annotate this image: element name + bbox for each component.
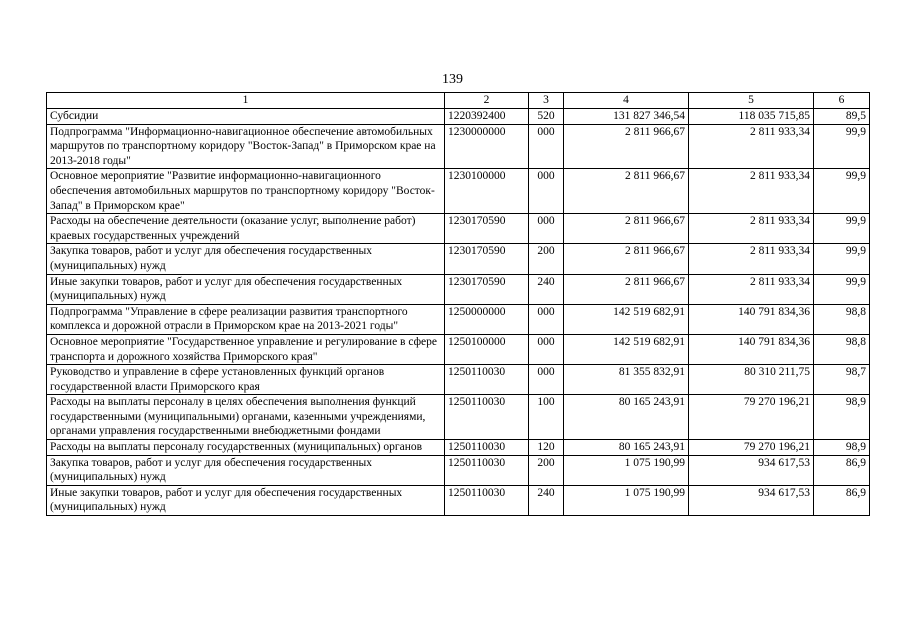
row-name: Закупка товаров, работ и услуг для обеспечения государственных (муниципальных) нужд xyxy=(47,455,445,485)
row-planned: 1 075 190,99 xyxy=(564,455,689,485)
row-code: 1250110030 xyxy=(445,485,529,515)
row-percent: 99,9 xyxy=(814,244,870,274)
row-code: 1250110030 xyxy=(445,440,529,456)
row-name: Основное мероприятие "Государственное управление и регулирование в сфере транспорта и дорожного хозяйства Приморского края" xyxy=(47,334,445,364)
row-planned: 81 355 832,91 xyxy=(564,365,689,395)
row-percent: 86,9 xyxy=(814,485,870,515)
row-name: Иные закупки товаров, работ и услуг для обеспечения государственных (муниципальных) нужд xyxy=(47,274,445,304)
table-row xyxy=(47,365,870,395)
row-expense-type: 240 xyxy=(529,274,564,304)
row-percent: 86,9 xyxy=(814,455,870,485)
row-actual: 934 617,53 xyxy=(689,485,814,515)
table-row xyxy=(47,304,870,334)
row-expense-type: 200 xyxy=(529,244,564,274)
row-planned: 2 811 966,67 xyxy=(564,124,689,169)
header-col-1: 1 xyxy=(47,93,445,109)
table-row xyxy=(47,395,870,440)
row-planned: 2 811 966,67 xyxy=(564,244,689,274)
table-row xyxy=(47,485,870,515)
row-name: Основное мероприятие "Развитие информационно-навигационного обеспечения автомобильных маршрутов по транспортному коридору "Восток-Запад" в Приморском крае" xyxy=(47,169,445,214)
budget-table xyxy=(46,92,870,516)
row-percent: 99,9 xyxy=(814,274,870,304)
row-actual: 140 791 834,36 xyxy=(689,334,814,364)
row-expense-type: 120 xyxy=(529,440,564,456)
row-planned: 2 811 966,67 xyxy=(564,214,689,244)
row-planned: 1 075 190,99 xyxy=(564,485,689,515)
row-actual: 140 791 834,36 xyxy=(689,304,814,334)
row-planned: 131 827 346,54 xyxy=(564,109,689,125)
header-col-2: 2 xyxy=(445,93,529,109)
row-expense-type: 000 xyxy=(529,214,564,244)
row-expense-type: 240 xyxy=(529,485,564,515)
row-actual: 2 811 933,34 xyxy=(689,214,814,244)
row-code: 1230170590 xyxy=(445,244,529,274)
row-expense-type: 520 xyxy=(529,109,564,125)
row-code: 1220392400 xyxy=(445,109,529,125)
row-expense-type: 000 xyxy=(529,334,564,364)
header-col-6: 6 xyxy=(814,93,870,109)
row-actual: 2 811 933,34 xyxy=(689,169,814,214)
row-name: Расходы на выплаты персоналу в целях обеспечения выполнения функций государственными (муниципальными) органами, казенными учреждениями, органами управления государственными внебюджетными фондами xyxy=(47,395,445,440)
row-expense-type: 000 xyxy=(529,365,564,395)
row-code: 1250100000 xyxy=(445,334,529,364)
table-row xyxy=(47,244,870,274)
row-expense-type: 100 xyxy=(529,395,564,440)
table-row xyxy=(47,274,870,304)
row-percent: 99,9 xyxy=(814,124,870,169)
row-name: Субсидии xyxy=(47,109,445,125)
row-code: 1250000000 xyxy=(445,304,529,334)
row-code: 1230100000 xyxy=(445,169,529,214)
row-actual: 79 270 196,21 xyxy=(689,395,814,440)
row-percent: 98,9 xyxy=(814,395,870,440)
row-percent: 99,9 xyxy=(814,169,870,214)
table-row xyxy=(47,124,870,169)
table-row xyxy=(47,455,870,485)
row-name: Расходы на обеспечение деятельности (оказание услуг, выполнение работ) краевых государственных учреждений xyxy=(47,214,445,244)
row-name: Закупка товаров, работ и услуг для обеспечения государственных (муниципальных) нужд xyxy=(47,244,445,274)
table-row xyxy=(47,440,870,456)
row-actual: 934 617,53 xyxy=(689,455,814,485)
row-name: Расходы на выплаты персоналу государственных (муниципальных) органов xyxy=(47,440,445,456)
table-row xyxy=(47,109,870,125)
row-actual: 80 310 211,75 xyxy=(689,365,814,395)
row-expense-type: 000 xyxy=(529,169,564,214)
row-name: Подпрограмма "Информационно-навигационное обеспечение автомобильных маршрутов по транспортному коридору "Восток-Запад" в Приморском крае на 2013-2018 годы" xyxy=(47,124,445,169)
row-planned: 142 519 682,91 xyxy=(564,334,689,364)
row-code: 1250110030 xyxy=(445,365,529,395)
row-name: Руководство и управление в сфере установленных функций органов государственной власти Приморского края xyxy=(47,365,445,395)
row-name: Иные закупки товаров, работ и услуг для обеспечения государственных (муниципальных) нужд xyxy=(47,485,445,515)
row-percent: 98,8 xyxy=(814,304,870,334)
row-planned: 80 165 243,91 xyxy=(564,440,689,456)
table-row xyxy=(47,334,870,364)
row-actual: 2 811 933,34 xyxy=(689,124,814,169)
row-planned: 2 811 966,67 xyxy=(564,169,689,214)
row-actual: 79 270 196,21 xyxy=(689,440,814,456)
header-col-4: 4 xyxy=(564,93,689,109)
row-percent: 98,7 xyxy=(814,365,870,395)
row-actual: 2 811 933,34 xyxy=(689,274,814,304)
row-planned: 142 519 682,91 xyxy=(564,304,689,334)
header-col-3: 3 xyxy=(529,93,564,109)
row-percent: 98,9 xyxy=(814,440,870,456)
row-code: 1230000000 xyxy=(445,124,529,169)
table-row xyxy=(47,214,870,244)
row-percent: 98,8 xyxy=(814,334,870,364)
header-col-5: 5 xyxy=(689,93,814,109)
header-row xyxy=(47,93,870,109)
row-expense-type: 000 xyxy=(529,304,564,334)
row-code: 1250110030 xyxy=(445,455,529,485)
row-code: 1250110030 xyxy=(445,395,529,440)
row-percent: 89,5 xyxy=(814,109,870,125)
page-number: 139 xyxy=(442,72,463,87)
row-actual: 118 035 715,85 xyxy=(689,109,814,125)
row-name: Подпрограмма "Управление в сфере реализации развития транспортного комплекса и дорожной отрасли в Приморском крае на 2013-2021 годы" xyxy=(47,304,445,334)
row-expense-type: 000 xyxy=(529,124,564,169)
row-percent: 99,9 xyxy=(814,214,870,244)
row-planned: 2 811 966,67 xyxy=(564,274,689,304)
table-row xyxy=(47,169,870,214)
row-code: 1230170590 xyxy=(445,214,529,244)
row-actual: 2 811 933,34 xyxy=(689,244,814,274)
row-planned: 80 165 243,91 xyxy=(564,395,689,440)
row-expense-type: 200 xyxy=(529,455,564,485)
row-code: 1230170590 xyxy=(445,274,529,304)
